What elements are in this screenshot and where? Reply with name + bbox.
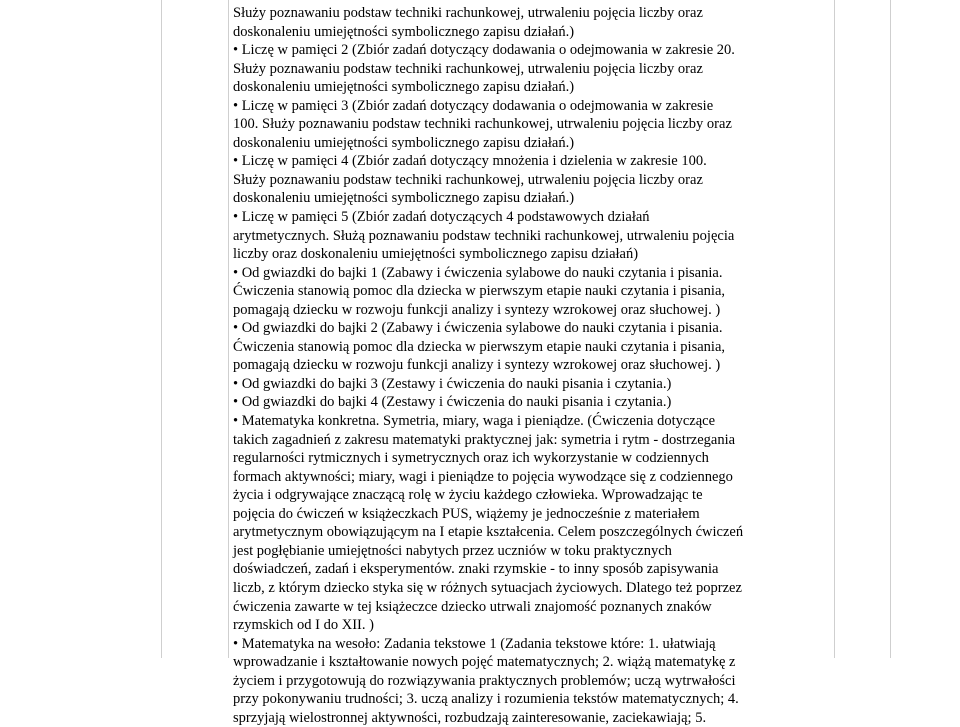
text-line: • Matematyka konkretna. Symetria, miary, waga i pieniądze. (Ćwiczenia dotyczące [233,413,716,430]
text-line: ćwiczenia zawarte w tej książeczce dziecko utrwali znajomość poznanych znaków [233,598,712,615]
text-line: doskonaleniu umiejętności symbolicznego zapisu działań.) [233,79,575,96]
text-line: 100. Służy poznawaniu podstaw techniki rachunkowej, utrwaleniu pojęcia liczby oraz [233,116,732,133]
text-line: życiem i przygotowują do rozwiązywania praktycznych problemów; uczą wytrwałości [233,672,736,689]
text-line: • Od gwiazdki do bajki 3 (Zestawy i ćwiczenia do nauki pisania i czytania.) [233,375,672,392]
text-line: • Od gwiazdki do bajki 2 (Zabawy i ćwiczenia sylabowe do nauki czytania i pisania. [233,320,723,337]
text-line: sprzyjają wielostronnej aktywności, rozbudzają zainteresowanie, zaciekawiają; 5. [233,709,707,726]
table-border-left-inner [228,0,229,658]
text-line: pomagają dziecku w rozwoju funkcji analizy i syntezy wzrokowej oraz słuchowej. ) [233,357,721,374]
text-line: • Liczę w pamięci 5 (Zbiór zadań dotyczących 4 podstawowych działań [233,209,650,226]
text-line: pojęcia do ćwiczeń w książeczkach PUS, wiążemy je jednocześnie z materiałem [233,505,700,522]
text-line: Służy poznawaniu podstaw techniki rachunkowej, utrwaleniu pojęcia liczby oraz [233,171,703,188]
text-line: arytmetycznych. Służą poznawaniu podstaw techniki rachunkowej, utrwaleniu pojęcia [233,227,735,244]
text-line: przy pokonywaniu trudności; 3. uczą analizy i rozumienia tekstów matematycznych; 4. [233,691,739,708]
text-line: doskonaleniu umiejętności symbolicznego zapisu działań.) [233,190,575,207]
text-line: wprowadzanie i kształtowanie nowych pojęć matematycznych; 2. wiążą matematykę z [233,654,736,671]
text-line: • Od gwiazdki do bajki 1 (Zabawy i ćwiczenia sylabowe do nauki czytania i pisania. [233,264,723,281]
text-line: • Matematyka na wesoło: Zadania tekstowe 1 (Zadania tekstowe które: 1. ułatwiają [233,635,716,652]
text-line: • Liczę w pamięci 3 (Zbiór zadań dotyczący dodawania o odejmowania w zakresie [233,97,714,114]
text-line: arytmetycznym obowiązującym na I etapie kształcenia. Celem poszczególnych ćwiczeń [233,524,744,541]
description-cell [233,4,753,727]
text-line: rzymskich od I do XII. ) [233,617,374,634]
table-border-left-outer [161,0,162,658]
text-line: • Liczę w pamięci 2 (Zbiór zadań dotyczący dodawania o odejmowania w zakresie 20. [233,42,735,59]
text-line: życia i odgrywające znaczącą rolę w życiu każdego człowieka. Wprowadzając te [233,487,703,504]
text-line: pomagają dziecku w rozwoju funkcji analizy i syntezy wzrokowej oraz słuchowej. ) [233,301,721,318]
table-border-right-outer [890,0,891,658]
text-line: regularności rytmicznych i symetrycznych oraz ich wykorzystanie w codziennych [233,450,709,467]
text-line: Ćwiczenia stanowią pomoc dla dziecka w pierwszym etapie nauki czytania i pisania, [233,338,726,355]
text-line: formach aktywności; miary, wagi i pieniądze to pojęcia wywodzące się z codziennego [233,468,733,485]
text-line: doskonaleniu umiejętności symbolicznego zapisu działań.) [233,23,575,40]
text-line: Służy poznawaniu podstaw techniki rachunkowej, utrwaleniu pojęcia liczby oraz [233,5,703,21]
text-line: jest pogłębianie umiejętności nabytych przez uczniów w toku praktycznych [233,542,672,559]
text-line: takich zagadnień z zakresu matematyki praktycznej jak: symetria i rytm - dostrzegania [233,431,736,448]
table-border-right-inner [834,0,835,658]
text-line: doskonaleniu umiejętności symbolicznego zapisu działań.) [233,134,575,151]
text-line: liczby oraz doskonaleniu umiejętności symbolicznego zapisu działań) [233,246,639,263]
text-line: liczb, z którym dziecko styka się w różnych sytuacjach życiowych. Dlatego też poprzez [233,579,742,596]
text-line: • Od gwiazdki do bajki 4 (Zestawy i ćwiczenia do nauki pisania i czytania.) [233,394,672,411]
text-line: Ćwiczenia stanowią pomoc dla dziecka w pierwszym etapie nauki czytania i pisania, [233,283,726,300]
text-line: Służy poznawaniu podstaw techniki rachunkowej, utrwaleniu pojęcia liczby oraz [233,60,703,77]
text-line: doświadczeń, zadań i eksperymentów. znaki rzymskie - to inny sposób zapisywania [233,561,719,578]
text-line: • Liczę w pamięci 4 (Zbiór zadań dotyczący mnożenia i dzielenia w zakresie 100. [233,153,707,170]
